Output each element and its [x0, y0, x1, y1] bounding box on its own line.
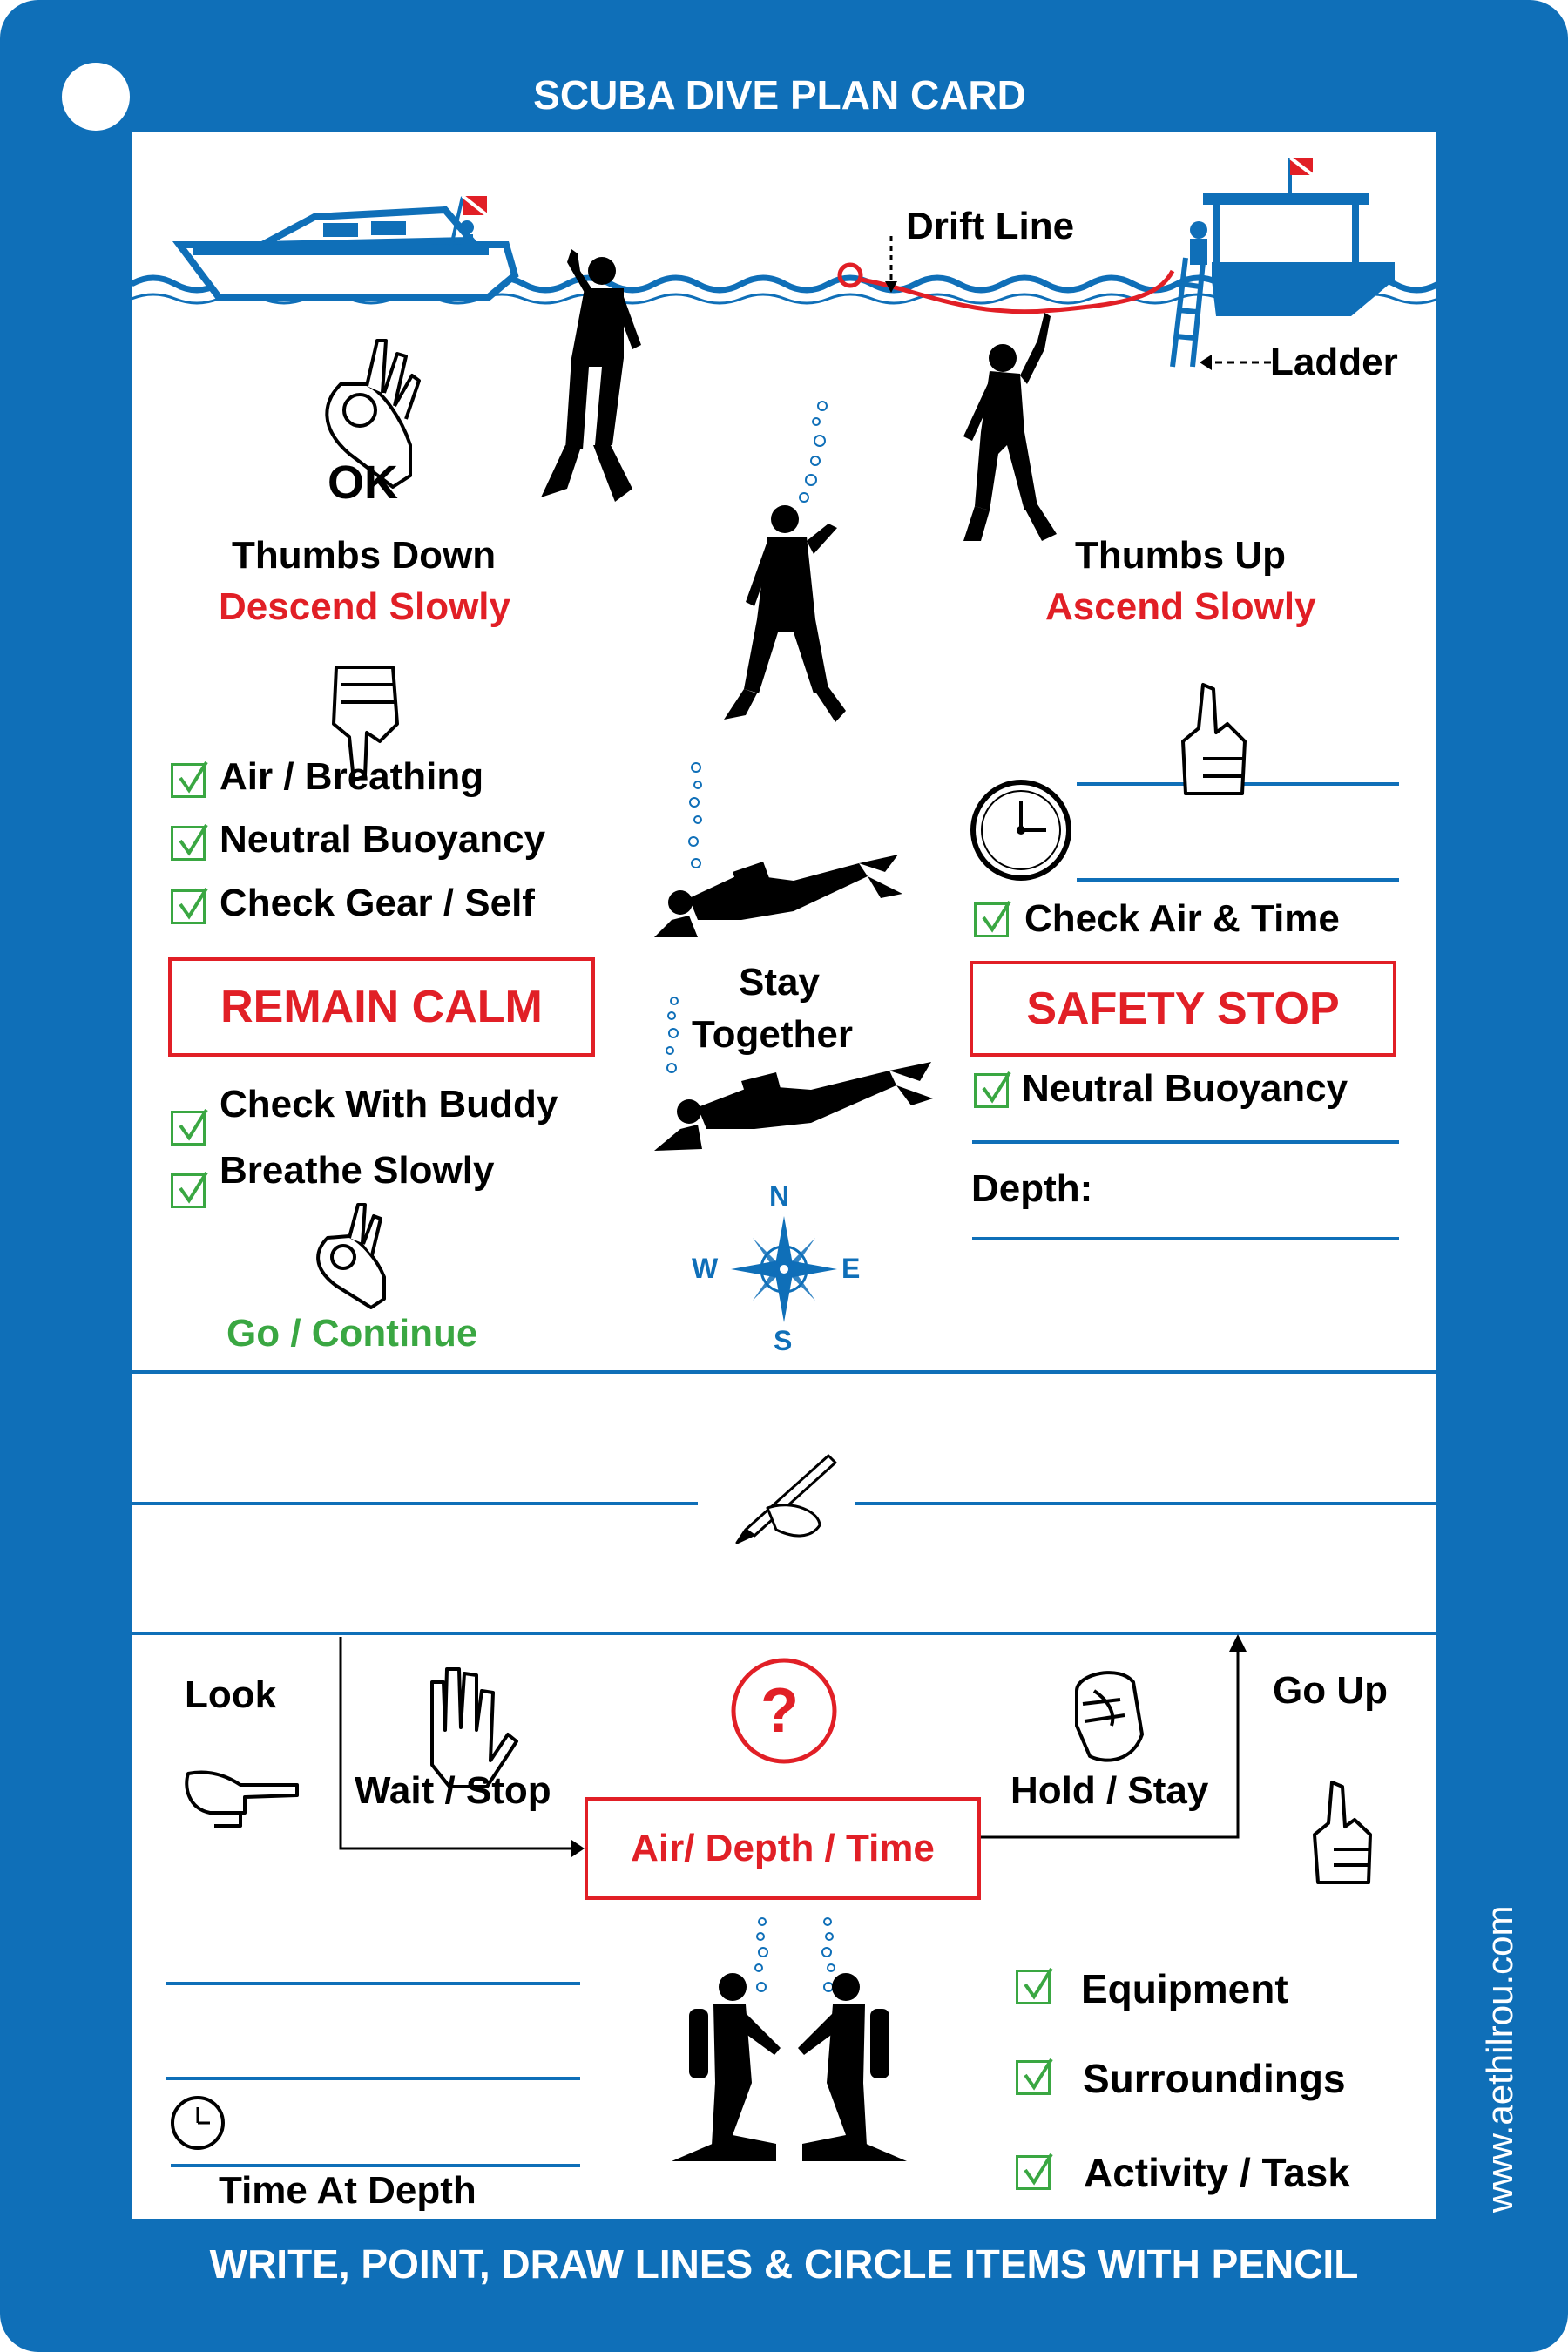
- hold-stay-label: Hold / Stay: [1010, 1769, 1209, 1812]
- checkbox[interactable]: [1016, 2155, 1051, 2190]
- check-surroundings: Surroundings: [1083, 2056, 1346, 2101]
- diver-icon: [724, 505, 846, 722]
- fist-icon: [1077, 1673, 1142, 1761]
- checkbox[interactable]: [171, 1173, 206, 1208]
- remain-calm-box: REMAIN CALM: [168, 957, 595, 1057]
- ok-hand-icon: [318, 1205, 384, 1308]
- checkbox[interactable]: [974, 902, 1009, 937]
- checkbox[interactable]: [171, 763, 206, 798]
- clock-icon: [172, 2098, 223, 2148]
- card-title: SCUBA DIVE PLAN CARD: [533, 72, 1026, 118]
- check-gear-self: Check Gear / Self: [220, 882, 535, 924]
- boat-icon: [179, 210, 515, 297]
- pointing-hand-icon: [186, 1772, 297, 1826]
- thumbs-down-label: Thumbs Down: [232, 534, 497, 577]
- ladder-graphic: [1173, 258, 1203, 367]
- checkbox[interactable]: [1016, 1970, 1051, 2004]
- checkbox[interactable]: [974, 1073, 1009, 1108]
- compass-rose-icon: [731, 1216, 837, 1322]
- diver-icon: [654, 1062, 933, 1151]
- question-mark: ?: [760, 1676, 799, 1746]
- check-neutral-buoyancy: Neutral Buoyancy: [220, 818, 546, 861]
- check-activity-task: Activity / Task: [1084, 2150, 1350, 2195]
- wait-stop-label: Wait / Stop: [355, 1769, 551, 1812]
- checkbox[interactable]: [1016, 2060, 1051, 2095]
- check-air-breathing: Air / Breathing: [220, 755, 484, 798]
- check-air-time: Check Air & Time: [1024, 897, 1340, 940]
- ascend-label: Ascend Slowly: [1045, 585, 1316, 628]
- clock-icon: [973, 782, 1069, 878]
- go-continue-label: Go / Continue: [226, 1312, 478, 1355]
- thumbs-up-icon: [1183, 685, 1245, 794]
- pencil-hand-icon: [737, 1456, 835, 1543]
- check-breathe-slowly: Breathe Slowly: [220, 1149, 495, 1192]
- diver-icon: [654, 855, 902, 937]
- diver-icon: [672, 1973, 781, 2161]
- safety-stop-box: SAFETY STOP: [970, 961, 1396, 1057]
- neutral-buoyancy-right: Neutral Buoyancy: [1022, 1067, 1348, 1110]
- thumbs-up-icon: [1315, 1782, 1370, 1882]
- compass-e: E: [841, 1253, 861, 1284]
- go-up-label: Go Up: [1273, 1669, 1388, 1712]
- diver-icon: [798, 1973, 907, 2161]
- ladder-label: Ladder: [1270, 341, 1398, 383]
- together-label: Together: [692, 1013, 853, 1056]
- compass-s: S: [774, 1325, 793, 1356]
- compass-w: W: [692, 1253, 719, 1284]
- checkbox[interactable]: [171, 1111, 206, 1146]
- thumbs-up-label: Thumbs Up: [1075, 534, 1286, 577]
- boat-icon: [1190, 158, 1395, 316]
- checkbox[interactable]: [171, 826, 206, 861]
- look-label: Look: [185, 1673, 277, 1716]
- card-footer: WRITE, POINT, DRAW LINES & CIRCLE ITEMS WITH PENCIL: [209, 2241, 1359, 2287]
- diver-icon: [963, 313, 1057, 541]
- air-depth-time-box: Air/ Depth / Time: [585, 1797, 981, 1900]
- stay-label: Stay: [739, 961, 820, 1004]
- depth-label: Depth:: [971, 1167, 1093, 1210]
- website-label: www.aethilrou.com: [1479, 1905, 1520, 2213]
- checkbox[interactable]: [171, 889, 206, 924]
- time-at-depth-label: Time At Depth: [219, 2169, 476, 2212]
- ok-label: OK: [328, 456, 398, 509]
- check-equipment: Equipment: [1081, 1966, 1288, 2011]
- compass-n: N: [769, 1180, 790, 1212]
- descend-label: Descend Slowly: [219, 585, 511, 628]
- check-with-buddy: Check With Buddy: [220, 1083, 558, 1125]
- writing-panel: [132, 132, 1436, 2219]
- drift-line-label: Drift Line: [906, 205, 1075, 247]
